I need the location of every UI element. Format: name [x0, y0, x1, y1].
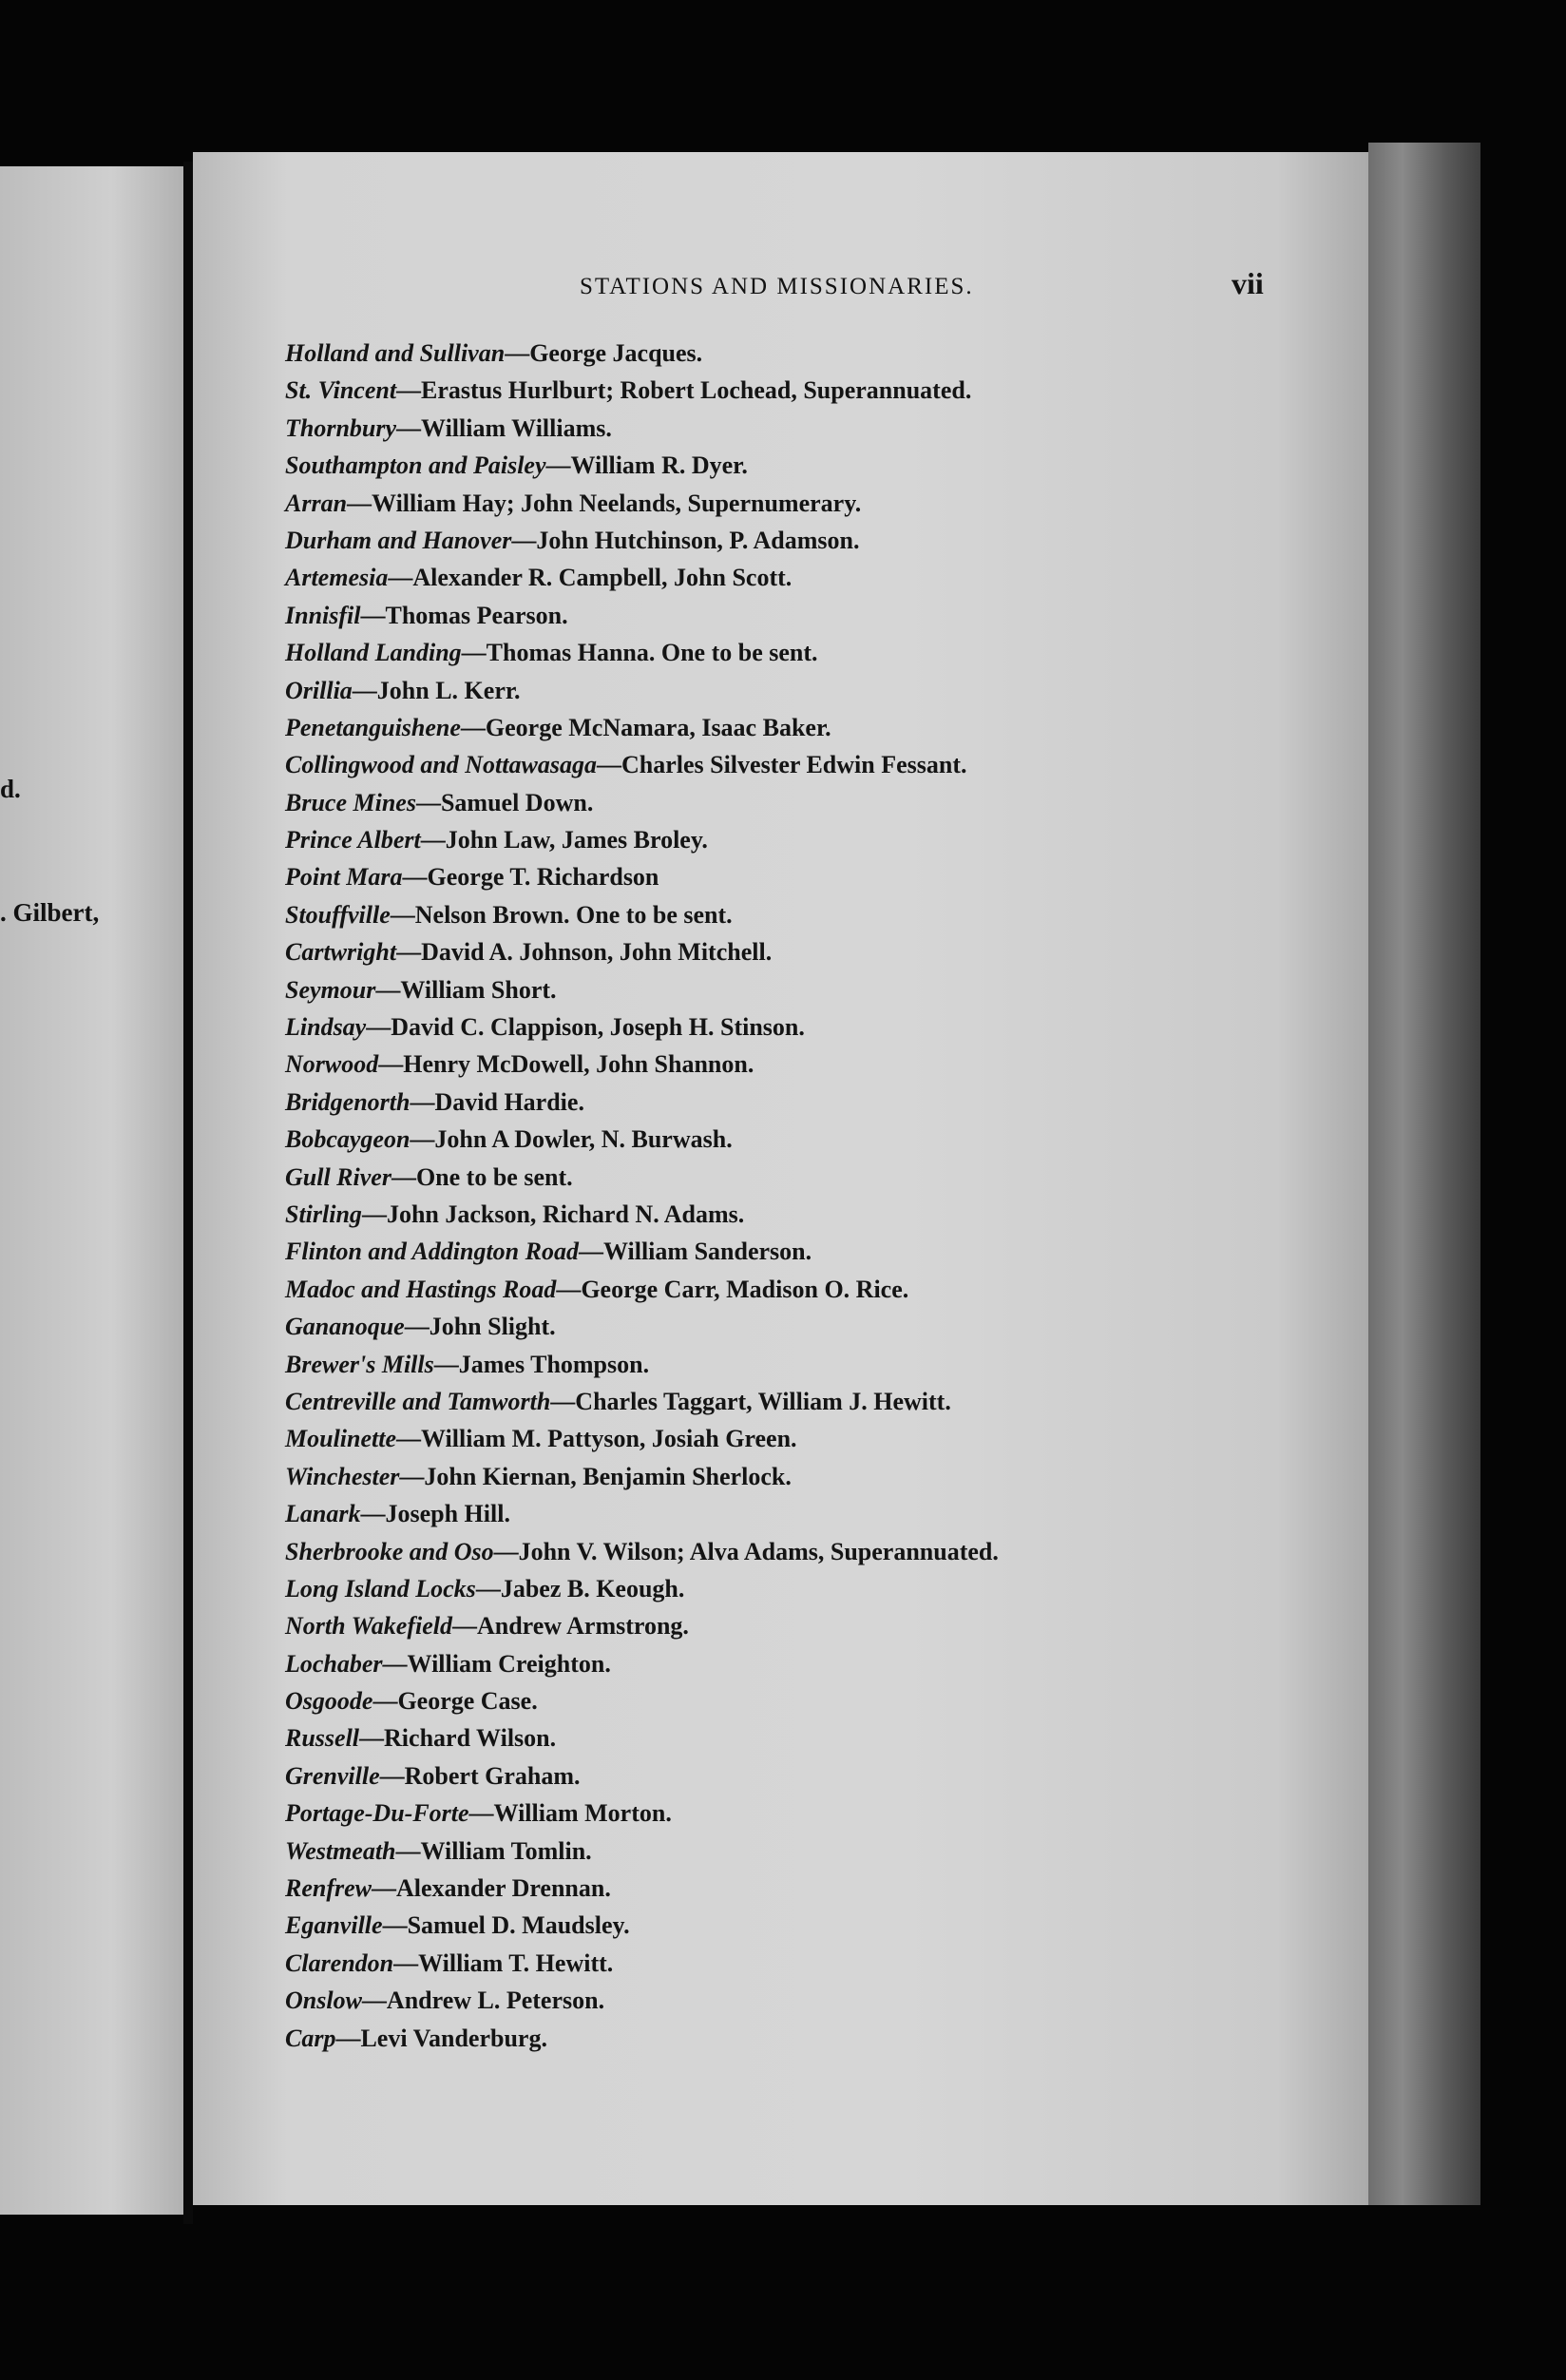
- separator-dash: —: [360, 601, 386, 629]
- station-entry: [285, 1196, 1349, 1233]
- missionary-names: John Slight.: [429, 1313, 556, 1341]
- separator-dash: —: [420, 826, 446, 854]
- separator-dash: —: [382, 1649, 408, 1678]
- separator-dash: —: [415, 788, 441, 816]
- station-place: Cartwright: [285, 938, 397, 967]
- page-number: vii: [1232, 266, 1264, 300]
- station-entry: [285, 1308, 1349, 1345]
- station-entry: [285, 672, 1349, 709]
- missionary-names: Samuel D. Maudsley.: [407, 1911, 630, 1940]
- missionary-names: John Hutchinson, P. Adamson.: [536, 526, 860, 554]
- missionary-names: George Carr, Madison O. Rice.: [581, 1275, 909, 1303]
- separator-dash: —: [396, 413, 422, 442]
- station-place: Thornbury: [285, 413, 397, 442]
- separator-dash: —: [461, 639, 487, 667]
- station-entry: [285, 1458, 1349, 1495]
- station-place: Bruce Mines: [285, 788, 416, 816]
- station-place: Lanark: [285, 1500, 361, 1528]
- separator-dash: —: [550, 1387, 576, 1415]
- missionary-names: William Williams.: [421, 413, 612, 442]
- separator-dash: —: [393, 1948, 419, 1977]
- separator-dash: —: [390, 900, 415, 929]
- station-entry: [285, 896, 1349, 933]
- missionary-names: Samuel Down.: [440, 788, 594, 816]
- station-entry: [285, 1271, 1349, 1308]
- separator-dash: —: [372, 1874, 396, 1903]
- separator-dash: —: [379, 1761, 405, 1790]
- separator-dash: —: [596, 751, 621, 779]
- station-place: Clarendon: [285, 1948, 394, 1977]
- station-entry: [285, 1682, 1349, 1719]
- station-place: Holland and Sullivan: [285, 339, 506, 367]
- missionary-names: John L. Kerr.: [376, 676, 521, 704]
- separator-dash: —: [451, 1612, 477, 1641]
- station-entry: [285, 971, 1349, 1008]
- station-place: Westmeath: [285, 1836, 396, 1865]
- missionary-names: Alexander Drennan.: [396, 1874, 611, 1903]
- separator-dash: —: [468, 1799, 494, 1828]
- separator-dash: —: [391, 1162, 416, 1191]
- missionary-names: John V. Wilson; Alva Adams, Superannuated.: [518, 1537, 999, 1565]
- station-entry: [285, 485, 1349, 522]
- missionary-names: Richard Wilson.: [384, 1724, 557, 1753]
- station-entry: [285, 1346, 1349, 1383]
- station-place: Holland Landing: [285, 639, 462, 667]
- station-list: [285, 335, 1349, 2057]
- station-place: Renfrew: [285, 1874, 372, 1903]
- separator-dash: —: [382, 1911, 408, 1940]
- station-place: Sherbrooke and Oso: [285, 1537, 494, 1565]
- station-entry: [285, 1945, 1349, 1982]
- missionary-names: William Hay; John Neelands, Supernumerary.: [372, 489, 862, 517]
- separator-dash: —: [396, 376, 422, 405]
- station-entry: [285, 1233, 1349, 1270]
- separator-dash: —: [361, 1200, 387, 1228]
- station-place: Centreville and Tamworth: [285, 1387, 551, 1415]
- station-place: Onslow: [285, 1987, 362, 2015]
- station-entry: [285, 1645, 1349, 1682]
- missionary-names: William Creighton.: [407, 1649, 611, 1678]
- station-entry: [285, 746, 1349, 783]
- missionary-names: Robert Graham.: [404, 1761, 581, 1790]
- missionary-names: William Tomlin.: [420, 1836, 592, 1865]
- separator-dash: —: [378, 1050, 404, 1079]
- separator-dash: —: [545, 451, 571, 480]
- station-place: Lindsay: [285, 1013, 367, 1042]
- page-edges: [1368, 143, 1480, 2205]
- station-entry: [285, 821, 1349, 858]
- missionary-names: George Case.: [397, 1687, 538, 1716]
- separator-dash: —: [366, 1013, 392, 1042]
- station-place: Penetanguishene: [285, 713, 461, 741]
- separator-dash: —: [399, 1462, 425, 1490]
- missionary-names: Thomas Hanna. One to be sent.: [486, 639, 818, 667]
- station-entry: [285, 1870, 1349, 1907]
- separator-dash: —: [578, 1238, 603, 1266]
- station-entry: [285, 709, 1349, 746]
- station-entry: [285, 634, 1349, 671]
- missionary-names: William Sanderson.: [602, 1238, 812, 1266]
- station-place: St. Vincent: [285, 376, 397, 405]
- separator-dash: —: [556, 1275, 582, 1303]
- station-entry: [285, 1833, 1349, 1870]
- station-place: North Wakefield: [285, 1612, 452, 1641]
- missionary-names: Joseph Hill.: [385, 1500, 510, 1528]
- missionary-names: Charles Silvester Edwin Fessant.: [621, 751, 967, 779]
- station-entry: [285, 1719, 1349, 1756]
- missionary-names: Henry McDowell, John Shannon.: [403, 1050, 754, 1079]
- missionary-names: Erastus Hurlburt; Robert Lochead, Superannuated.: [421, 376, 972, 405]
- station-entry: [285, 1982, 1349, 2019]
- separator-dash: —: [359, 1724, 385, 1753]
- missionary-names: David A. Johnson, John Mitchell.: [421, 938, 773, 967]
- station-place: Long Island Locks: [285, 1574, 476, 1603]
- separator-dash: —: [361, 1987, 387, 2015]
- missionary-names: William Morton.: [493, 1799, 672, 1828]
- missionary-names: William M. Pattyson, Josiah Green.: [421, 1425, 797, 1453]
- station-place: Gananoque: [285, 1313, 405, 1341]
- station-entry: [285, 1757, 1349, 1795]
- station-entry: [285, 1159, 1349, 1196]
- separator-dash: —: [410, 1125, 435, 1154]
- station-entry: [285, 1046, 1349, 1083]
- missionary-names: One to be sent.: [415, 1162, 573, 1191]
- missionary-names: Charles Taggart, William J. Hewitt.: [575, 1387, 951, 1415]
- station-place: Bridgenorth: [285, 1087, 411, 1116]
- missionary-names: Thomas Pearson.: [385, 601, 568, 629]
- left-page-fragment: . Gilbert,: [0, 898, 100, 927]
- station-entry: [285, 1084, 1349, 1121]
- missionary-names: Andrew L. Peterson.: [386, 1987, 605, 2015]
- station-entry: [285, 784, 1349, 821]
- station-entry: [285, 1570, 1349, 1607]
- separator-dash: —: [402, 863, 428, 892]
- station-place: Stirling: [285, 1200, 362, 1228]
- station-entry: [285, 597, 1349, 634]
- separator-dash: —: [375, 975, 401, 1004]
- separator-dash: —: [433, 1350, 459, 1378]
- station-place: Prince Albert: [285, 826, 421, 854]
- station-place: Gull River: [285, 1162, 392, 1191]
- missionary-names: William R. Dyer.: [570, 451, 748, 480]
- missionary-names: George Jacques.: [529, 339, 703, 367]
- station-place: Portage-Du-Forte: [285, 1799, 469, 1828]
- station-place: Eganville: [285, 1911, 383, 1940]
- station-place: Bobcaygeon: [285, 1125, 411, 1154]
- station-place: Moulinette: [285, 1425, 397, 1453]
- left-facing-page: [0, 166, 185, 2215]
- station-place: Arran: [285, 489, 348, 517]
- left-page-fragment: d.: [0, 775, 21, 803]
- running-head: STATIONS AND MISSIONARIES.: [580, 274, 974, 299]
- separator-dash: —: [410, 1087, 435, 1116]
- station-place: Collingwood and Nottawasaga: [285, 751, 597, 779]
- missionary-names: Andrew Armstrong.: [476, 1612, 689, 1641]
- missionary-names: John Law, James Broley.: [445, 826, 708, 854]
- separator-dash: —: [505, 339, 530, 367]
- separator-dash: —: [372, 1687, 398, 1716]
- station-entry: [285, 933, 1349, 970]
- station-entry: [285, 1533, 1349, 1570]
- station-place: Brewer's Mills: [285, 1350, 434, 1378]
- missionary-names: John Jackson, Richard N. Adams.: [386, 1200, 745, 1228]
- separator-dash: —: [360, 1500, 386, 1528]
- missionary-names: Levi Vanderburg.: [360, 2024, 547, 2052]
- station-place: Point Mara: [285, 863, 403, 892]
- missionary-names: George T. Richardson: [427, 863, 659, 892]
- missionary-names: William Short.: [400, 975, 557, 1004]
- station-place: Lochaber: [285, 1649, 383, 1678]
- separator-dash: —: [396, 938, 422, 967]
- separator-dash: —: [493, 1537, 519, 1565]
- station-place: Carp: [285, 2024, 336, 2052]
- station-entry: [285, 2020, 1349, 2057]
- station-entry: [285, 372, 1349, 409]
- missionary-names: James Thompson.: [458, 1350, 650, 1378]
- missionary-names: Jabez B. Keough.: [500, 1574, 685, 1603]
- station-entry: [285, 447, 1349, 484]
- missionary-names: William T. Hewitt.: [418, 1948, 614, 1977]
- station-entry: [285, 1495, 1349, 1532]
- separator-dash: —: [460, 713, 486, 741]
- station-place: Artemesia: [285, 564, 389, 592]
- station-entry: [285, 1607, 1349, 1644]
- station-place: Orillia: [285, 676, 353, 704]
- missionary-names: Nelson Brown. One to be sent.: [414, 900, 733, 929]
- station-entry: [285, 858, 1349, 895]
- separator-dash: —: [347, 489, 372, 517]
- station-place: Southampton and Paisley: [285, 451, 546, 480]
- station-place: Flinton and Addington Road: [285, 1238, 579, 1266]
- separator-dash: —: [396, 1425, 422, 1453]
- separator-dash: —: [388, 564, 413, 592]
- station-place: Durham and Hanover: [285, 526, 512, 554]
- missionary-names: George McNamara, Isaac Baker.: [485, 713, 831, 741]
- station-entry: [285, 1121, 1349, 1158]
- station-place: Innisfil: [285, 601, 361, 629]
- missionary-names: John A Dowler, N. Burwash.: [434, 1125, 733, 1154]
- station-entry: [285, 1795, 1349, 1832]
- station-place: Russell: [285, 1724, 360, 1753]
- separator-dash: —: [395, 1836, 421, 1865]
- station-entry: [285, 335, 1349, 372]
- separator-dash: —: [511, 526, 537, 554]
- station-place: Osgoode: [285, 1687, 373, 1716]
- station-entry: [285, 559, 1349, 596]
- missionary-names: Alexander R. Campbell, John Scott.: [412, 564, 793, 592]
- station-entry: [285, 1420, 1349, 1457]
- station-entry: [285, 1907, 1349, 1944]
- station-place: Norwood: [285, 1050, 379, 1079]
- separator-dash: —: [475, 1574, 501, 1603]
- station-entry: [285, 410, 1349, 447]
- station-place: Seymour: [285, 975, 376, 1004]
- separator-dash: —: [404, 1313, 430, 1341]
- missionary-names: David C. Clappison, Joseph H. Stinson.: [391, 1013, 805, 1042]
- station-entry: [285, 1383, 1349, 1420]
- missionary-names: David Hardie.: [434, 1087, 584, 1116]
- station-place: Stouffville: [285, 900, 391, 929]
- station-entry: [285, 1008, 1349, 1046]
- separator-dash: —: [335, 2024, 361, 2052]
- station-place: Winchester: [285, 1462, 400, 1490]
- station-entry: [285, 522, 1349, 559]
- station-place: Madoc and Hastings Road: [285, 1275, 557, 1303]
- station-place: Grenville: [285, 1761, 380, 1790]
- missionary-names: John Kiernan, Benjamin Sherlock.: [424, 1462, 792, 1490]
- separator-dash: —: [352, 676, 377, 704]
- book-gutter: [183, 162, 193, 2224]
